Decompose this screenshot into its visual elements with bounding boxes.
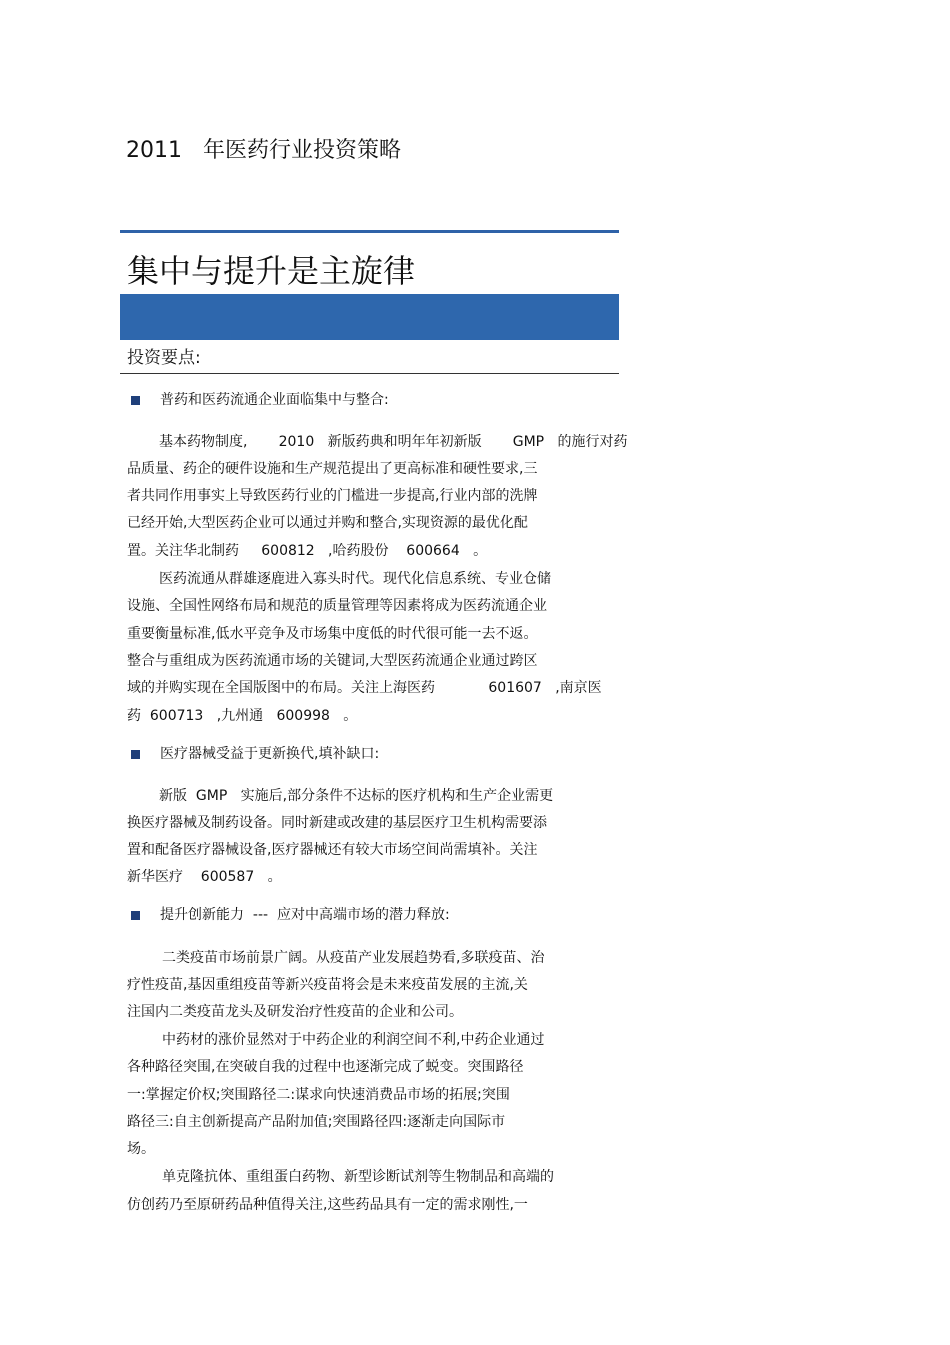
section-heading: 医疗器械受益于更新换代,填补缺口: xyxy=(160,746,380,762)
paragraph-line: 一:掌握定价权;突围路径二:谋求向快速消费品市场的拓展;突围 xyxy=(127,1087,510,1103)
title-top-rule xyxy=(120,230,619,233)
document-title: 2011 年医药行业投资策略 xyxy=(126,138,401,163)
paragraph-line: 药 600713 ,九州通 600998 。 xyxy=(127,708,358,724)
paragraph-line: 新版 GMP 实施后,部分条件不达标的医疗机构和生产企业需更 xyxy=(159,788,554,804)
paragraph-line: 新华医疗 600587 。 xyxy=(127,869,282,885)
paragraph-line: 者共同作用事实上导致医药行业的门槛进一步提高,行业内部的洗牌 xyxy=(127,488,538,504)
section-bullet-icon xyxy=(131,911,140,920)
paragraph-line: 品质量、药企的硬件设施和生产规范提出了更高标准和硬性要求,三 xyxy=(127,461,538,477)
paragraph-line: 设施、全国性网络布局和规范的质量管理等因素将成为医药流通企业 xyxy=(127,598,547,614)
paragraph-line: 二类疫苗市场前景广阔。从疫苗产业发展趋势看,多联疫苗、治 xyxy=(162,950,545,966)
paragraph-line: 中药材的涨价显然对于中药企业的利润空间不利,中药企业通过 xyxy=(162,1032,545,1048)
paragraph-line: 路径三:自主创新提高产品附加值;突围路径四:逐渐走向国际市 xyxy=(127,1114,506,1130)
paragraph-line: 疗性疫苗,基因重组疫苗等新兴疫苗将会是未来疫苗发展的主流,关 xyxy=(127,977,528,993)
paragraph-line: 医药流通从群雄逐鹿进入寡头时代。现代化信息系统、专业仓储 xyxy=(159,571,551,587)
paragraph-line: 仿创药乃至原研药品种值得关注,这些药品具有一定的需求刚性,一 xyxy=(127,1197,528,1213)
paragraph-line: 注国内二类疫苗龙头及研发治疗性疫苗的企业和公司。 xyxy=(127,1004,463,1020)
paragraph-line: 场。 xyxy=(127,1141,155,1157)
section-bullet-icon xyxy=(131,750,140,759)
paragraph-line: 置。关注华北制药 600812 ,哈药股份 600664 。 xyxy=(127,543,488,559)
paragraph-line: 基本药物制度, 2010 新版药典和明年年初新版 GMP 的施行对药 xyxy=(159,434,628,450)
blue-banner-band xyxy=(120,294,619,340)
paragraph-line: 换医疗器械及制药设备。同时新建或改建的基层医疗卫生机构需要添 xyxy=(127,815,547,831)
paragraph-line: 整合与重组成为医药流通市场的关键词,大型医药流通企业通过跨区 xyxy=(127,653,538,669)
paragraph-line: 置和配备医疗器械设备,医疗器械还有较大市场空间尚需填补。关注 xyxy=(127,842,538,858)
paragraph-line: 各种路径突围,在突破自我的过程中也逐渐完成了蜕变。突围路径 xyxy=(127,1059,524,1075)
key-points-label: 投资要点: xyxy=(127,348,201,368)
paragraph-line: 重要衡量标准,低水平竞争及市场集中度低的时代很可能一去不返。 xyxy=(127,626,538,642)
section-heading: 提升创新能力 --- 应对中高端市场的潜力释放: xyxy=(160,907,450,923)
paragraph-line: 单克隆抗体、重组蛋白药物、新型诊断试剂等生物制品和高端的 xyxy=(162,1169,554,1185)
paragraph-line: 已经开始,大型医药企业可以通过并购和整合,实现资源的最优化配 xyxy=(127,515,528,531)
section-heading: 普药和医药流通企业面临集中与整合: xyxy=(160,392,389,408)
key-points-rule xyxy=(120,373,619,374)
paragraph-line: 域的并购实现在全国版图中的布局。关注上海医药 601607 ,南京医 xyxy=(127,680,602,696)
report-headline: 集中与提升是主旋律 xyxy=(127,252,416,290)
section-bullet-icon xyxy=(131,396,140,405)
